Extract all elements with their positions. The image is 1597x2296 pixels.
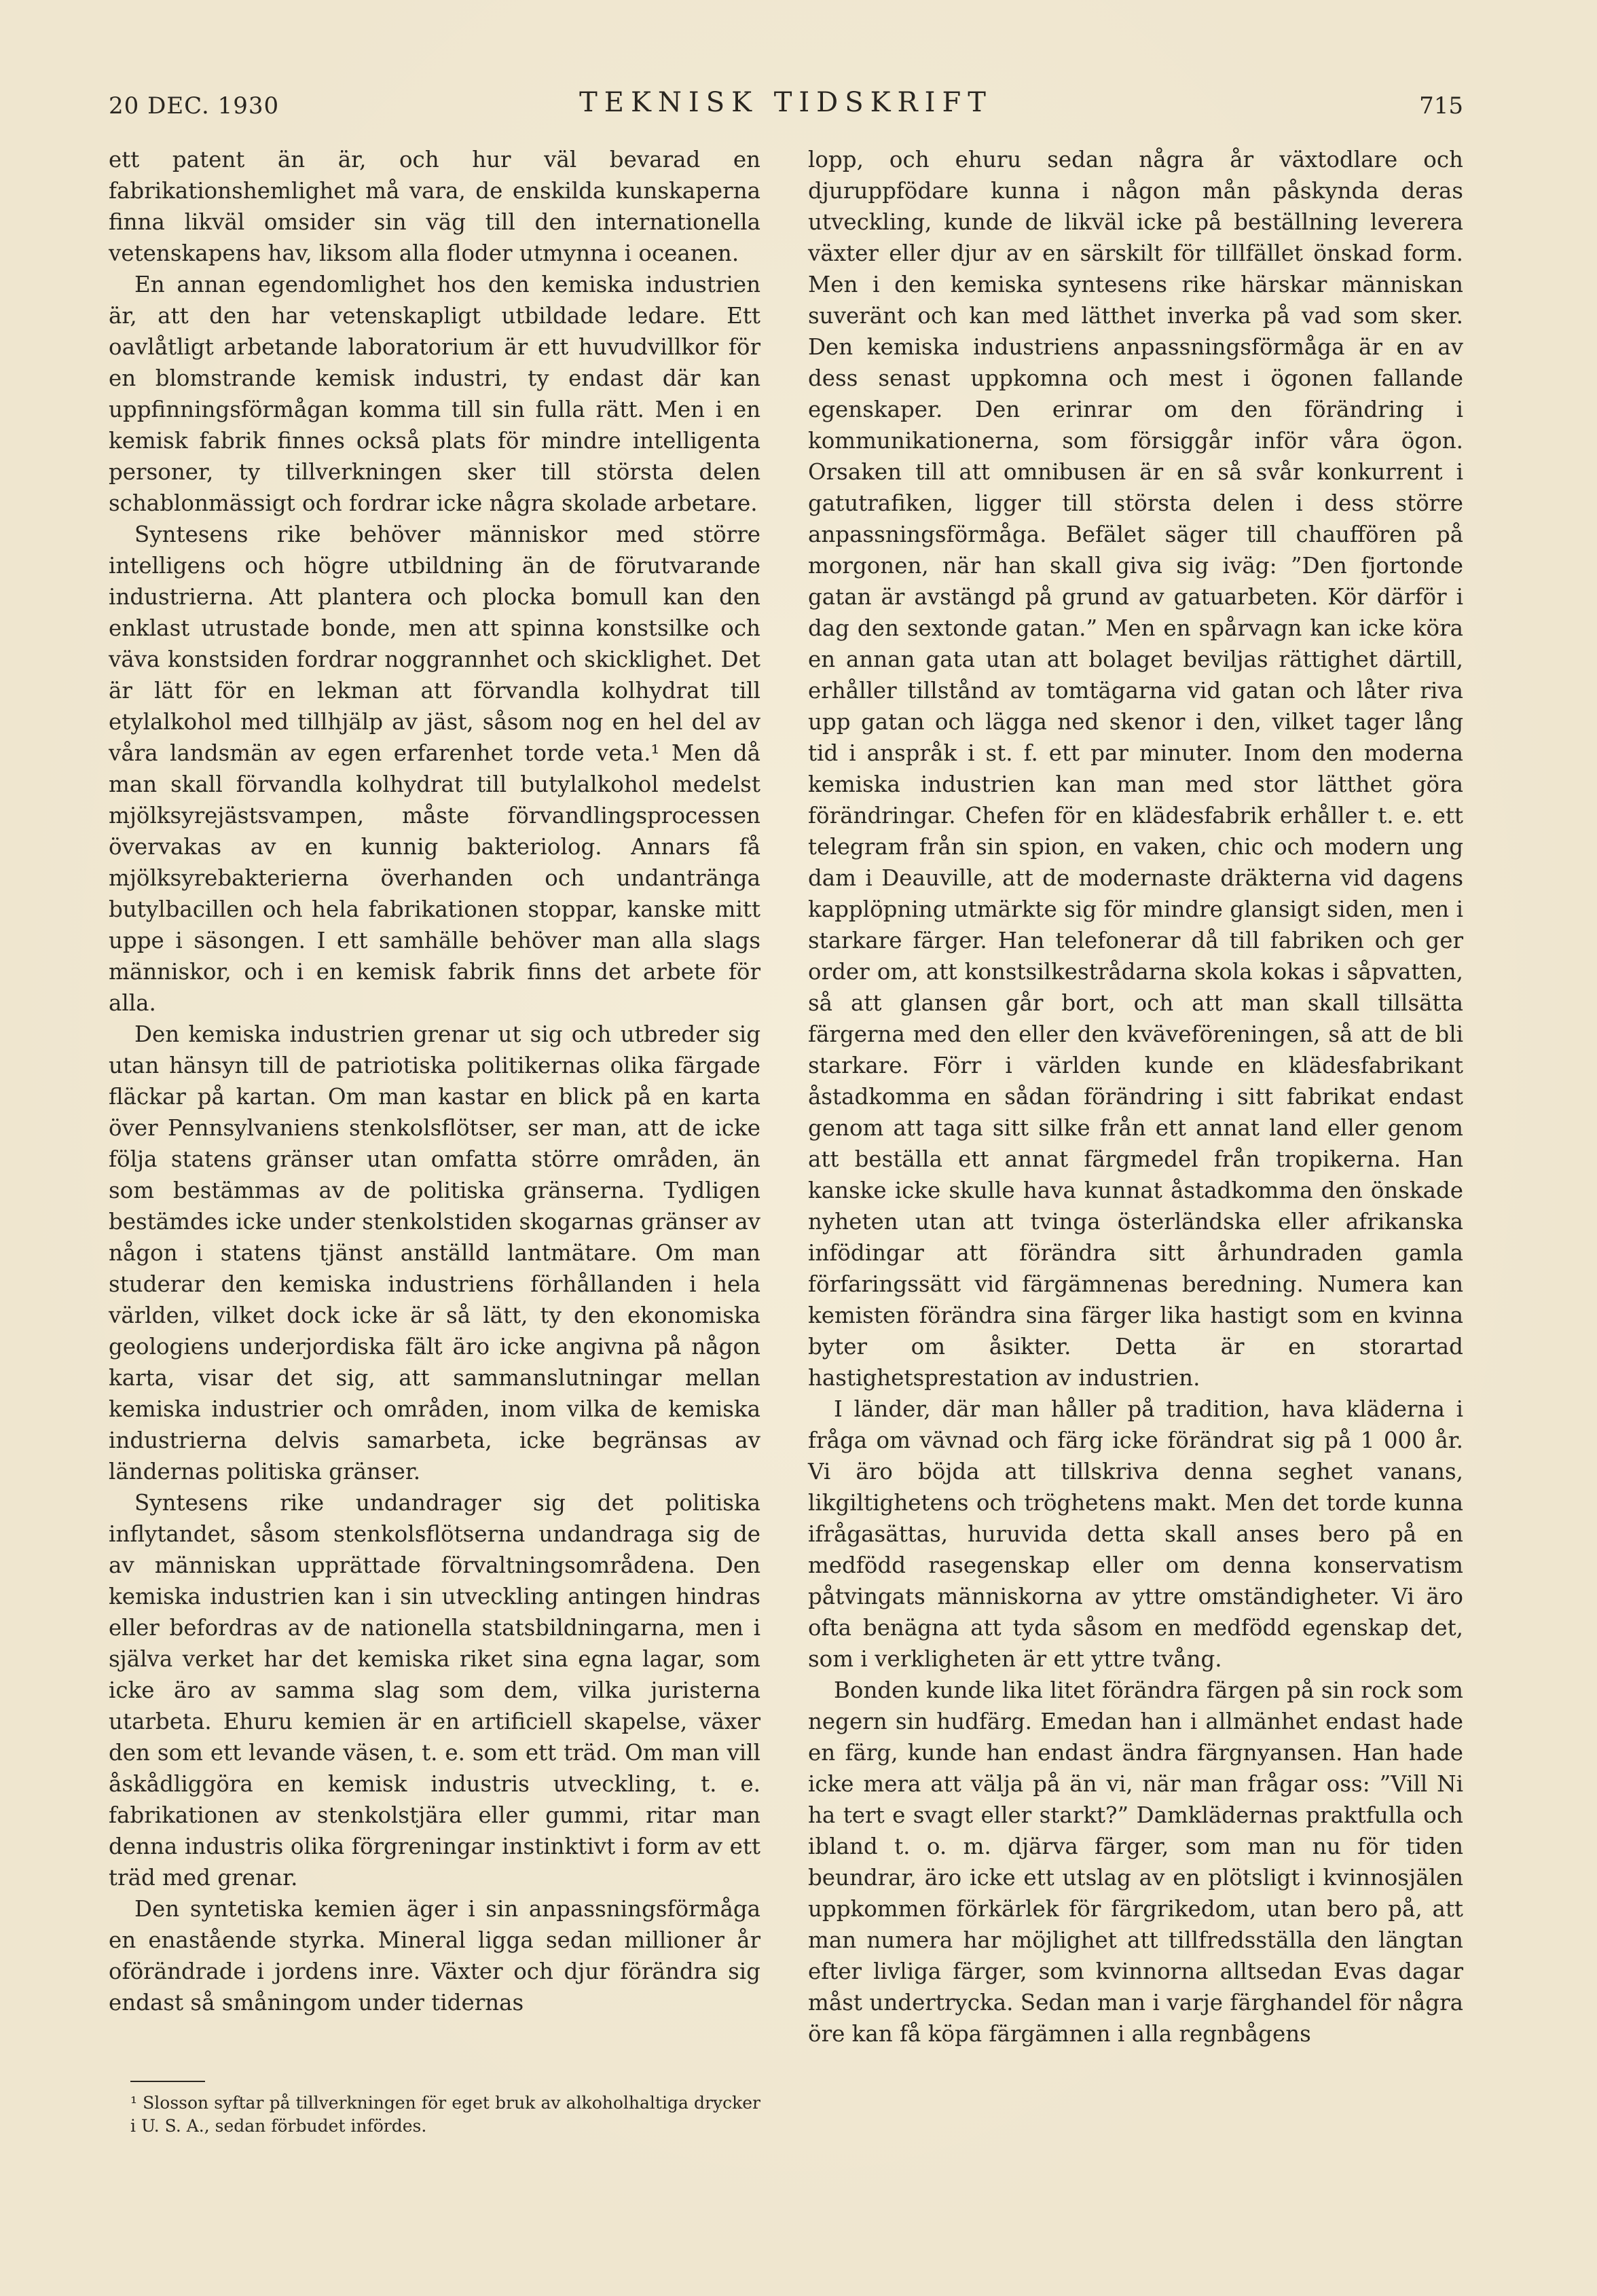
- page-header: [109, 87, 1463, 128]
- paragraph: ett patent än är, och hur väl bevarad en fabrikationshemlighet må vara, de enskilda kunskaperna finna likväl omsider sin väg till den internationella vetenskapens hav, liksom alla floder utmynna i oceanen.: [109, 147, 760, 266]
- paragraph: Den syntetiska kemien äger i sin anpassningsförmåga en enastående styrka. Mineral ligga sedan millioner år oförändrade i jordens inre. Växter och djur förändra sig endast så småningom under tidernas: [109, 1896, 760, 2016]
- issue-date: 20 DEC. 1930: [109, 92, 280, 120]
- paragraph: Syntesens rike undandrager sig det politiska inflytandet, såsom stenkolsflötserna undandraga sig de av människan upprättade förvaltningsområdena. Den kemiska industrien kan i sin utveckling antingen hindras eller befordras av de nationella statsbildningarna, men i själva verket har det kemiska riket sina egna lagar, som icke äro av samma slag som dem, vilka juristerna utarbeta. Ehuru kemien är en artificiell skapelse, växer den som ett levande väsen, t. e. som ett träd. Om man vill åskådliggöra en kemisk industris utveckling, t. e. fabrikationen av stenkolstjära eller gummi, ritar man denna industris olika förgreningar instinktivt i form av ett träd med grenar.: [109, 1490, 760, 1891]
- footnote-divider: [130, 2081, 205, 2082]
- paragraph: I länder, där man håller på tradition, hava kläderna i fråga om vävnad och färg icke förändrat sig på 1 000 år. Vi äro böjda att tillskriva denna seghet vanans, likgiltighetens och tröghetens makt. Men det torde kunna ifrågasättas, huruvida detta skall anses bero på en medfödd rasegenskap eller om denna konservatism påtvingats människorna av yttre omständigheter. Vi äro ofta benägna att tyda såsom en medfödd egenskap det, som i verkligheten är ett yttre tvång.: [808, 1396, 1463, 1672]
- paragraph: En annan egendomlighet hos den kemiska industrien är, att den har vetenskapligt utbildade ledare. Ett oavlåtligt arbetande laboratorium är ett huvudvillkor för en blomstrande kemisk industri, ty endast där kan uppfinningsförmågan komma till sin fulla rätt. Men i en kemisk fabrik finnes också plats för mindre intelligenta personer, ty tillverkningen sker till största delen schablonmässigt och fordrar icke några skolade arbetare.: [109, 272, 760, 516]
- paragraph: Bonden kunde lika litet förändra färgen på sin rock som negern sin hudfärg. Emedan han i allmänhet endast hade en färg, kunde han endast ändra färgnyansen. Han hade icke mera att välja på än vi, när man frågar oss: ”Vill Ni ha tert e svagt eller starkt?” Damklädernas praktfulla och ibland t. o. m. djärva färger, som man nu för tiden beundrar, äro icke ett utslag av en plötsligt i kvinnosjälen uppkommen förkärlek för färgrikedom, utan bero på, att man numera har möjlighet att tillfredsställa den längtan efter livliga färger, som kvinnorna alltsedan Evas dagar måst undertrycka. Sedan man i varje färghandel för några öre kan få köpa färgämnen i alla regnbågens: [808, 1677, 1463, 2047]
- left-column: [109, 144, 760, 2018]
- page-number: 715: [1419, 92, 1463, 120]
- paragraph: Den kemiska industrien grenar ut sig och utbreder sig utan hänsyn till de patriotiska politikernas olika färgade fläckar på kartan. Om man kastar en blick på en karta över Pennsylvaniens stenkolsflötser, ser man, att de icke följa statens gränser utan omfatta större områden, än som bestämmas av de politiska gränserna. Tydligen bestämdes icke under stenkolstiden skogarnas gränser av någon i statens tjänst anställd lantmätare. Om man studerar den kemiska industriens förhållanden i hela världen, vilket dock icke är så lätt, ty den ekonomiska geologiens underjordiska fält äro icke angivna på någon karta, visar det sig, att sammanslutningar mellan kemiska industrier och områden, inom vilka de kemiska industrierna delvis samarbeta, icke begränsas av ländernas politiska gränser.: [109, 1021, 760, 1484]
- paragraph: Syntesens rike behöver människor med större intelligens och högre utbildning än de förutvarande industrierna. Att plantera och plocka bomull kan den enklast utrustade bonde, men att spinna konstsilke och väva konstsiden fordrar noggrannhet och skicklighet. Det är lätt för en lekman att förvandla kolhydrat till etylalkohol med tillhjälp av jäst, såsom nog en hel del av våra landsmän av egen erfarenhet torde veta.¹ Men då man skall förvandla kolhydrat till butylalkohol medelst mjölksyrejästsvampen, måste förvandlingsprocessen övervakas av en kunnig bakteriolog. Annars få mjölksyrebakterierna överhanden och undantränga butylbacillen och hela fabrikationen stoppar, kanske mitt uppe i säsongen. I ett samhälle behöver man alla slags människor, och i en kemisk fabrik finns det arbete för alla.: [109, 522, 760, 1016]
- right-column: [808, 144, 1463, 2049]
- journal-title: TEKNISK TIDSKRIFT: [579, 87, 993, 118]
- paragraph: lopp, och ehuru sedan några år växtodlare och djuruppfödare kunna i någon mån påskynda deras utveckling, kunde de likväl icke på beställning leverera växter eller djur av en särskilt för tillfället önskad form. Men i den kemiska syntesens rike härskar människan suveränt och kan med lätthet inverka på vad som sker. Den kemiska industriens anpassningsförmåga är en av dess senast uppkomna och mest i ögonen fallande egenskaper. Den erinrar om den förändring i kommunikationerna, som försiggår inför våra ögon. Orsaken till att omnibusen är en så svår konkurrent i gatutrafiken, ligger till största delen i dess större anpassningsförmåga. Befälet säger till chauffören på morgonen, när han skall giva sig iväg: ”Den fjortonde gatan är avstängd på grund av gatuarbeten. Kör därför i dag den sextonde gatan.” Men en spårvagn kan icke köra en annan gata utan att bolaget beviljas rättighet därtill, erhåller tillstånd av tomtägarna vid gatan och låter riva upp gatan och lägga ned skenor i den, vilket tager lång tid i anspråk i st. f. ett par minuter. Inom den moderna kemiska industrien kan man med stor lätthet göra förändringar. Chefen för en klädesfabrik erhåller t. e. ett telegram från sin spion, en vaken, chic och modern ung dam i Deauville, att de modernaste dräkterna vid dagens kapplöpning utmärkte sig för mindre glansigt siden, men i starkare färger. Han telefonerar då till fabriken och ger order om, att konstsilkestrådarna skola kokas i såpvatten, så att glansen går bort, och att man skall tillsätta färgerna med den eller den kväveföreningen, så att de bli starkare. Förr i världen kunde en klädesfabrikant åstadkomma en sådan förändring i sitt fabrikat endast genom att taga sitt silke från ett annat land eller genom att beställa ett annat färgmedel från tropikerna. Han kanske icke skulle hava kunnat åstadkomma den önskade nyheten utan att tvinga österländska eller afrikanska infödingar att förändra sitt århundraden gamla förfaringssätt vid färgämnenas beredning. Numera kan kemisten förändra sina färger lika hastigt som en kvinna byter om åsikter. Detta är en storartad hastighetsprestation av industrien.: [808, 147, 1463, 1391]
- footnote: ¹ Slosson syftar på tillverkningen för eget bruk av alkoholhaltiga drycker i U. S. A., sedan förbudet infördes.: [130, 2093, 760, 2136]
